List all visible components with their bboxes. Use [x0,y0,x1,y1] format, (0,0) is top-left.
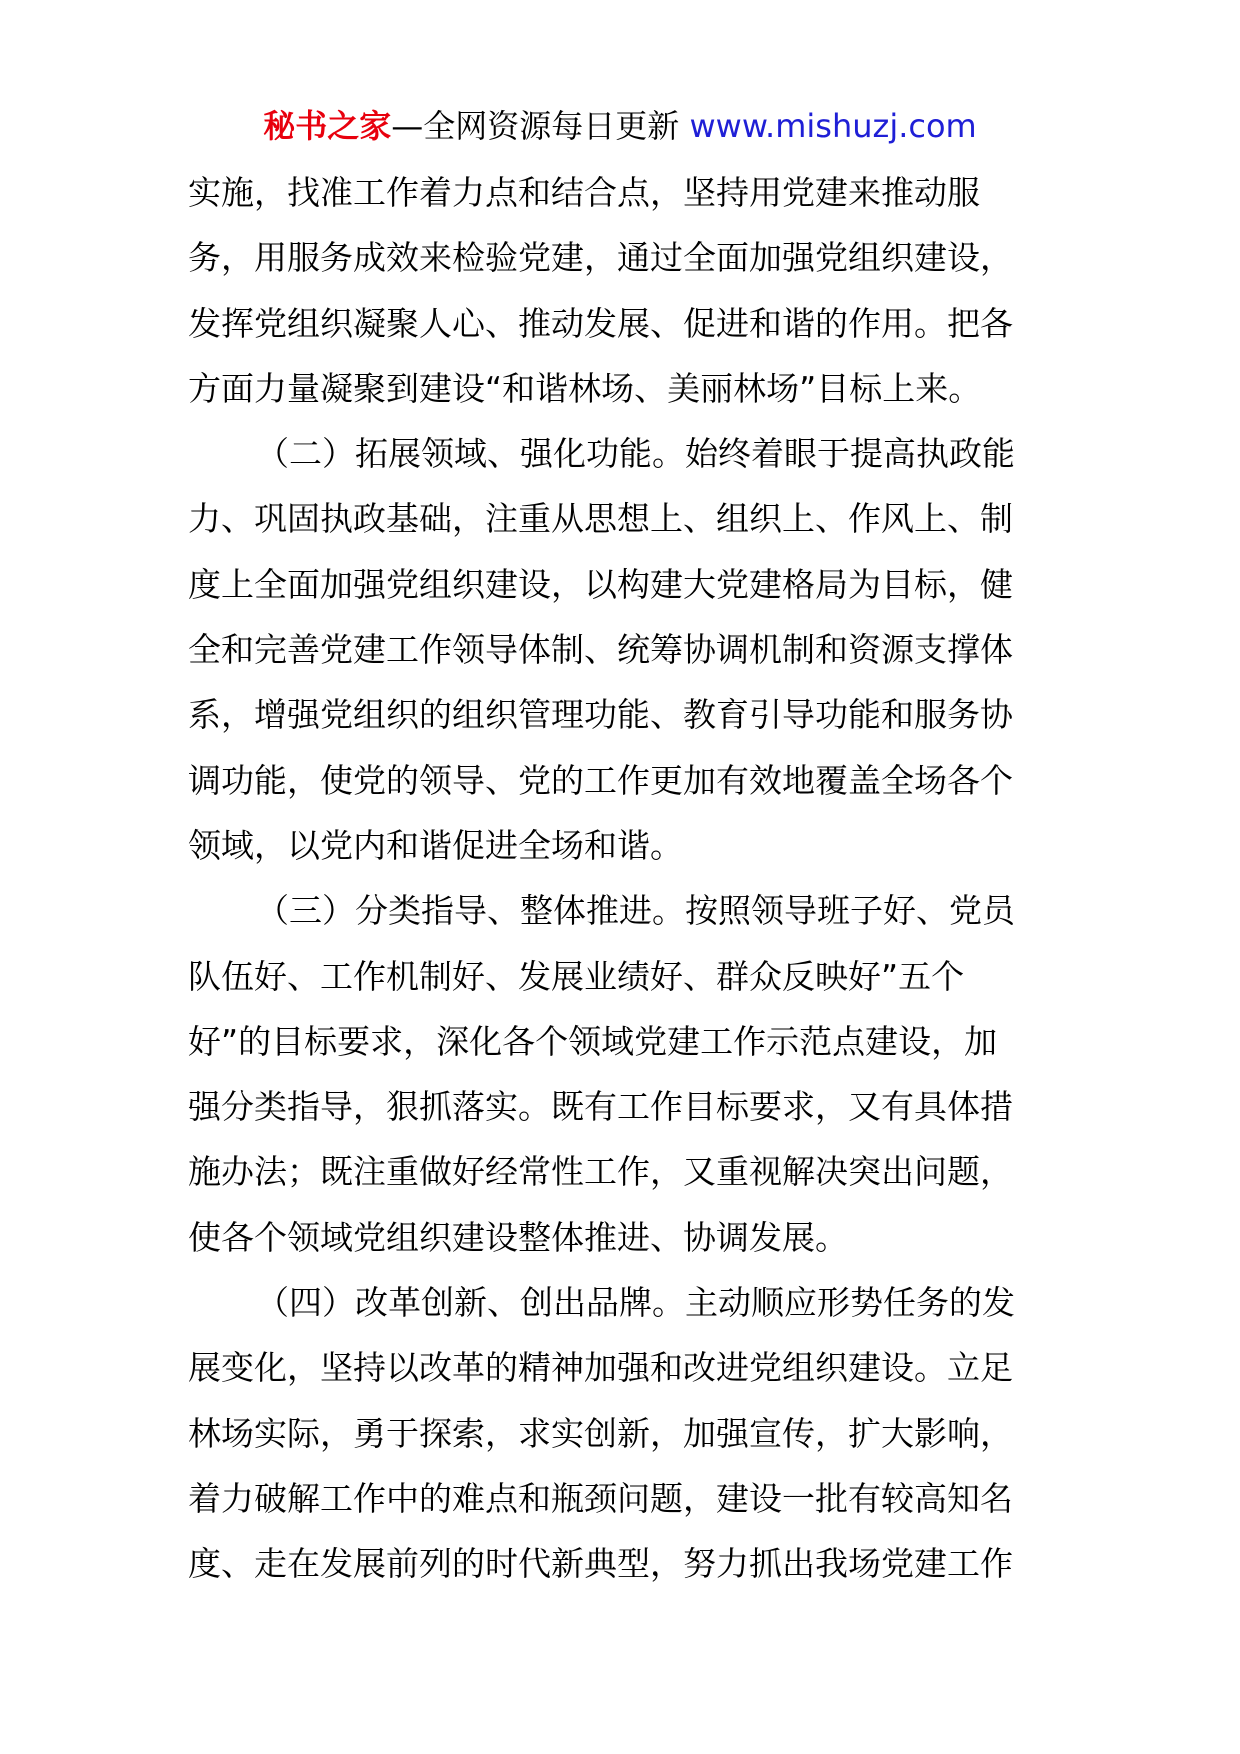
text-line: 队伍好、工作机制好、发展业绩好、群众反映好”五个 [188,956,965,996]
text-line: 方面力量凝聚到建设“和谐林场、美丽林场”目标上来。 [188,368,982,408]
text-line: 林场实际，勇于探索，求实创新，加强宣传，扩大影响， [188,1413,1013,1453]
page-header [0,104,1240,148]
section-heading-line: （三）分类指导、整体推进。按照领导班子好、党员 [256,891,1015,931]
brand-name: 秘书之家 [263,107,392,145]
text-line: 全和完善党建工作领导体制、统筹协调机制和资源支撑体 [188,630,1013,670]
header-tagline: —全网资源每日更新 [391,107,690,145]
section-heading-line: （四）改革创新、创出品牌。主动顺应形势任务的发 [256,1283,1015,1323]
website-url[interactable]: www.mishuzj.com [689,107,977,145]
text-line: 强分类指导，狠抓落实。既有工作目标要求，又有具体措 [188,1087,1013,1127]
text-line: 度上全面加强党组织建设，以构建大党建格局为目标，健 [188,564,1013,604]
text-line: 施办法；既注重做好经常性工作，又重视解决突出问题， [188,1152,1013,1192]
document-body [188,160,1058,1597]
text-line: 务，用服务成效来检验党建，通过全面加强党组织建设， [188,238,1013,278]
text-line: 领域，以党内和谐促进全场和谐。 [188,825,683,865]
section-heading-line: （二）拓展领域、强化功能。始终着眼于提高执政能 [256,434,1015,474]
text-line: 调功能，使党的领导、党的工作更加有效地覆盖全场各个 [188,760,1013,800]
text-line: 系，增强党组织的组织管理功能、教育引导功能和服务协 [188,695,1013,735]
text-line: 实施，找准工作着力点和结合点，坚持用党建来推动服 [188,173,980,212]
text-line: 好”的目标要求，深化各个领域党建工作示范点建设，加 [188,1021,998,1061]
text-line: 度、走在发展前列的时代新典型，努力抓出我场党建工作 [188,1544,1013,1584]
text-line: 使各个领域党组织建设整体推进、协调发展。 [188,1217,848,1257]
text-line: 展变化，坚持以改革的精神加强和改进党组织建设。立足 [188,1348,1013,1388]
text-line: 着力破解工作中的难点和瓶颈问题，建设一批有较高知名 [188,1478,1013,1518]
text-line: 发挥党组织凝聚人心、推动发展、促进和谐的作用。把各 [188,303,1013,343]
text-line: 力、巩固执政基础，注重从思想上、组织上、作风上、制 [188,499,1013,539]
